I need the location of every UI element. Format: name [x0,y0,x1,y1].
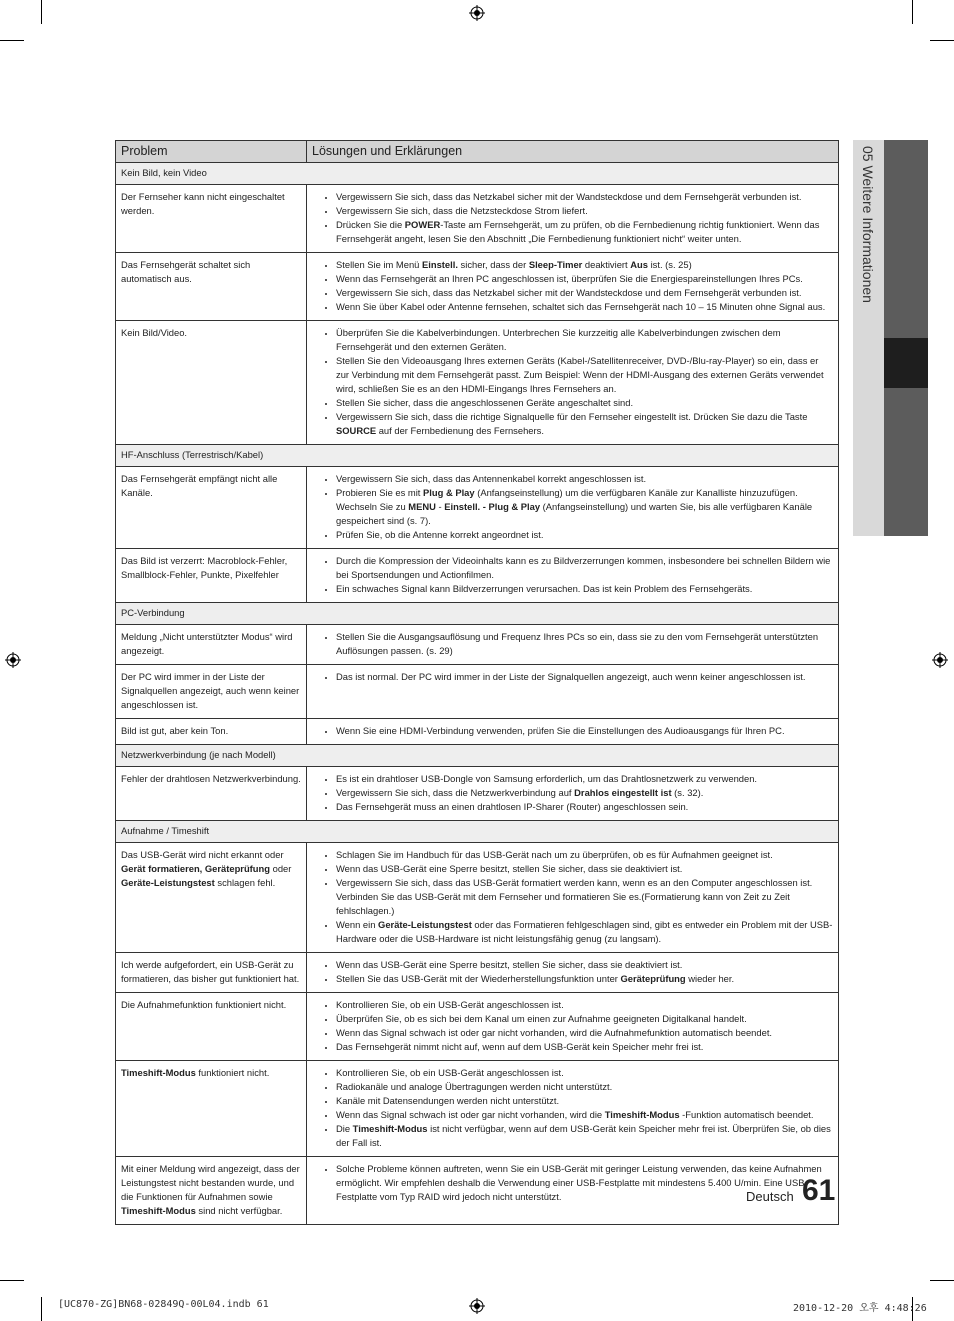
text-run: deaktiviert [582,259,631,270]
table-row [116,625,839,665]
text-run: Kontrollieren Sie, ob ein USB-Gerät angeschlossen ist. [336,999,564,1010]
section-row [116,745,839,767]
text-run: Kanäle mit Datensendungen werden nicht unterstützt. [336,1095,560,1106]
page-number: 61 [802,1174,836,1207]
text-run: Stellen Sie sicher, dass die angeschlossenen Geräte angeschaltet sind. [336,397,634,408]
text-run: Überprüfen Sie, ob es sich bei dem Kanal um einen zur Aufnahme geeigneten Digitalkanal handelt. [336,1013,747,1024]
text-run: Mit einer Meldung wird angezeigt, dass der Leistungstest nicht bestanden wurde, und die Funktionen für Aufnahmen sowie [121,1163,300,1202]
solution-list [315,724,833,738]
solution-cell [307,843,839,953]
table-row [116,953,839,993]
solution-list [315,772,833,814]
registration-mark-icon [932,652,948,668]
text-run: Vergewissern Sie sich, dass die Netzsteckdose Strom liefert. [336,205,588,216]
text-run: Es ist ein drahtloser USB-Dongle von Samsung erforderlich, um das Drahtlosnetzwerk zu verwenden. [336,773,758,784]
text-run: Der PC wird immer in der Liste der Signalquellen angezeigt, auch wenn keiner angeschlossen ist. [121,671,300,710]
table-row [116,665,839,719]
text-run: Bild ist gut, aber kein Ton. [121,725,229,736]
solution-list [315,258,833,314]
bold-term: Plug & Play [423,487,475,498]
troubleshooting-table [115,140,839,1225]
text-run: Vergewissern Sie sich, dass das Netzkabel sicher mit der Wandsteckdose und dem Fernsehgerät verbunden ist. [336,287,802,298]
chapter-tab [884,140,928,338]
text-run: Wenn das Fernsehgerät an Ihren PC angeschlossen ist, überprüfen Sie die Energiespareinstellungen Ihres PCs. [336,273,803,284]
solution-list [315,998,833,1054]
text-run: Vergewissern Sie sich, dass die richtige Signalquelle für den Fernseher eingestellt ist. Drücken Sie dazu die Taste [336,411,808,422]
solution-cell [307,665,839,719]
list-item [336,772,833,786]
section-row [116,821,839,843]
crop-mark [930,1280,954,1281]
solution-cell [307,1061,839,1157]
list-item [336,998,833,1012]
table-row [116,719,839,745]
list-item [336,918,833,946]
table-body [116,163,839,1225]
text-run: auf der Fernbedienung des Fernsehers. [376,425,544,436]
problem-cell [116,549,307,603]
solution-cell [307,767,839,821]
bold-term: Timeshift-Modus [352,1123,428,1134]
text-run: Vergewissern Sie sich, dass das Antennenkabel korrekt angeschlossen ist. [336,473,647,484]
list-item [336,326,833,354]
list-item [336,286,833,300]
list-item [336,862,833,876]
section-title: PC-Verbindung [116,603,839,625]
problem-cell [116,719,307,745]
text-run: Stellen Sie die Ausgangsauflösung und Frequenz Ihres PCs so ein, dass sie zu den vom Fernsehgerät unterstützten Auflösungen passen. (s. 29) [336,631,819,656]
solution-list [315,1066,833,1150]
section-row [116,603,839,625]
problem-cell [116,185,307,253]
problem-cell [116,467,307,549]
bold-term: Gerät formatieren, Geräteprüfung [121,863,270,874]
solution-list [315,848,833,946]
bold-term: Timeshift-Modus [604,1109,680,1120]
problem-cell [116,993,307,1061]
text-run: Das ist normal. Der PC wird immer in der Liste der Signalquellen angezeigt, auch wenn keiner angeschlossen ist. [336,671,806,682]
solution-list [315,554,833,596]
text-run: Das Fernsehgerät empfängt nicht alle Kanäle. [121,473,278,498]
solution-list [315,326,833,438]
list-item [336,396,833,410]
list-item [336,354,833,396]
solution-cell [307,321,839,445]
list-item [336,1012,833,1026]
list-item [336,972,833,986]
list-item [336,670,833,684]
text-run: Stellen Sie im Menü [336,259,422,270]
text-run: Vergewissern Sie sich, dass das USB-Gerät formatiert werden kann, wenn es an den Computer angeschlossen ist. Verbinden Sie das USB-Gerät mit dem Fernseher und formatieren Sie es.(Formatierung kann von Zeit zu Zeit fehlschlagen.) [336,877,813,916]
bold-term: MENU [408,501,436,512]
problem-cell [116,843,307,953]
text-run: - [435,501,445,512]
text-run: Fehler der drahtlosen Netzwerkverbindung. [121,773,301,784]
list-item [336,300,833,314]
list-item [336,204,833,218]
section-title: HF-Anschluss (Terrestrisch/Kabel) [116,445,839,467]
text-run: Das Bild ist verzerrt: Macroblock-Fehler, Smallblock-Fehler, Punkte, Pixelfehler [121,555,288,580]
text-run: Prüfen Sie, ob die Antenne korrekt angeordnet ist. [336,529,544,540]
solution-cell [307,185,839,253]
list-item [336,848,833,862]
text-run: Das Fernsehgerät nimmt nicht auf, wenn auf dem USB-Gerät kein Speicher mehr frei ist. [336,1041,704,1052]
crop-mark [930,40,954,41]
list-item [336,218,833,246]
registration-mark-icon [5,652,21,668]
list-item [336,1080,833,1094]
solution-cell [307,719,839,745]
problem-cell [116,321,307,445]
text-run: Stellen Sie den Videoausgang Ihres externen Geräts (Kabel-/Satellitenreceiver, DVD-/Blu-ray-Player) so ein, dass er zur Verbindung mit dem Fernsehgerät passt. Zum Beispiel: Wenn der HDMI-Ausgang des externen Geräts verwendet wird, schließen Sie es an den HDMI-Eingangs Ihres Fernsehers an. [336,355,824,394]
solution-list [315,190,833,246]
crop-mark [0,1280,24,1281]
bold-term: Geräteprüfung [620,973,686,984]
list-item [336,190,833,204]
bold-term: Einstell. - Plug & Play [444,501,541,512]
list-item [336,410,833,438]
text-run: Solche Probleme können auftreten, wenn Sie ein USB-Gerät mit geringer Leistung verwenden, das keine Aufnahmen ermöglicht. Wir empfehlen deshalb die Verwendung einer USB-Festplatte mit mindestens 5.400 U/min. Eine USB-Festplatte vom Typ RAID wird jedoch nicht unterstützt. [336,1163,822,1202]
text-run: funktioniert nicht. [195,1067,270,1078]
solution-cell [307,993,839,1061]
bold-term: Timeshift-Modus [121,1205,196,1216]
text-run: sind nicht verfügbar. [195,1205,283,1216]
text-run: Kein Bild/Video. [121,327,188,338]
table-row [116,253,839,321]
crop-mark [0,40,24,41]
list-item [336,1094,833,1108]
bold-term: Geräte-Leistungstest [121,877,215,888]
bold-term: Aus [630,259,648,270]
text-run: oder [270,863,292,874]
text-run: Meldung „Nicht unterstützter Modus“ wird angezeigt. [121,631,293,656]
list-item [336,528,833,542]
text-run: Stellen Sie das USB-Gerät mit der Wiederherstellungsfunktion unter [336,973,621,984]
bold-term: Sleep-Timer [528,259,583,270]
text-run: ist. (s. 25) [647,259,692,270]
text-run: Die Aufnahmefunktion funktioniert nicht. [121,999,287,1010]
text-run: Der Fernseher kann nicht eingeschaltet werden. [121,191,285,216]
text-run: Radiokanäle und analoge Übertragungen werden nicht unterstützt. [336,1081,613,1092]
table-row [116,321,839,445]
text-run: Die [336,1123,353,1134]
solution-list [315,670,833,684]
list-item [336,272,833,286]
solution-cell [307,625,839,665]
list-item [336,958,833,972]
problem-cell [116,1061,307,1157]
text-run: Durch die Kompression der Videoinhalts kann es zu Bildverzerrungen kommen, insbesondere bei schnellen Bildern wie bei Sportsendungen und Actionfilmen. [336,555,831,580]
registration-mark-icon [469,1298,485,1314]
text-run: Wenn das Signal schwach ist oder gar nicht vorhanden, wird die [336,1109,605,1120]
text-run: (s. 32). [671,787,704,798]
problem-cell [116,625,307,665]
section-row [116,445,839,467]
list-item [336,582,833,596]
list-item [336,800,833,814]
header-problem: Problem [116,141,307,163]
table-row [116,1157,839,1225]
list-item [336,1040,833,1054]
list-item [336,1066,833,1080]
text-run: Wenn Sie über Kabel oder Antenne fernsehen, schaltet sich das Fernsehgerät nach 10 – 15 Minuten ohne Signal aus. [336,301,826,312]
text-run: Wenn ein [336,919,379,930]
text-run: wieder her. [685,973,735,984]
list-item [336,724,833,738]
problem-cell [116,665,307,719]
crop-mark [41,0,42,24]
text-run: Schlagen Sie im Handbuch für das USB-Gerät nach um zu überprüfen, ob es für Aufnahmen geeignet ist. [336,849,773,860]
problem-cell [116,953,307,993]
bold-term: Geräte-Leistungstest [378,919,472,930]
text-run: Vergewissern Sie sich, dass das Netzkabel sicher mit der Wandsteckdose und dem Fernsehgerät verbunden ist. [336,191,802,202]
text-run: Wenn das USB-Gerät eine Sperre besitzt, stellen Sie sicher, dass sie deaktiviert ist. [336,863,683,874]
footer-language: Deutsch [746,1189,794,1204]
text-run: Das USB-Gerät wird nicht erkannt oder [121,849,284,860]
text-run: Drücken Sie die [336,219,405,230]
list-item [336,786,833,800]
chapter-tab-active [884,338,928,388]
section-row [116,163,839,185]
solution-list [315,630,833,658]
chapter-label: 05 Weitere Informationen [860,146,876,303]
text-run: -Funktion automatisch beendet. [679,1109,814,1120]
text-run: Das Fernsehgerät muss an einen drahtlosen IP-Sharer (Router) angeschlossen sein. [336,801,689,812]
list-item [336,472,833,486]
text-run: Vergewissern Sie sich, dass die Netzwerkverbindung auf [336,787,575,798]
problem-cell [116,767,307,821]
text-run: Wenn Sie eine HDMI-Verbindung verwenden, prüfen Sie die Einstellungen des Audioausgangs für Ihren PC. [336,725,785,736]
solution-cell [307,953,839,993]
text-run: ist nicht verfügbar, wenn auf dem USB-Gerät kein Speicher mehr frei ist. Überprüfen Sie, ob dies der Fall ist. [336,1123,831,1148]
list-item [336,486,833,528]
bold-term: SOURCE [336,425,377,436]
bold-term: Einstell. [421,259,458,270]
text-run: schlagen fehl. [214,877,276,888]
solution-cell [307,549,839,603]
table-row [116,993,839,1061]
section-title: Aufnahme / Timeshift [116,821,839,843]
problem-cell [116,1157,307,1225]
bold-term: Drahlos eingestellt ist [574,787,672,798]
text-run: Wenn das USB-Gerät eine Sperre besitzt, stellen Sie sicher, dass sie deaktiviert ist. [336,959,683,970]
text-run: Probieren Sie es mit [336,487,424,498]
solution-cell [307,253,839,321]
text-run: Ein schwaches Signal kann Bildverzerrungen verursachen. Das ist kein Problem des Fernsehgeräts. [336,583,753,594]
solution-list [315,958,833,986]
crop-mark [41,1297,42,1321]
chapter-tab [884,388,928,536]
text-run: Das Fernsehgerät schaltet sich automatisch aus. [121,259,251,284]
bold-term: POWER [404,219,441,230]
list-item [336,630,833,658]
table-row [116,549,839,603]
table-header-row [116,141,839,163]
table-row [116,185,839,253]
text-run: sicher, dass der [457,259,529,270]
list-item [336,554,833,582]
registration-mark-icon [469,5,485,21]
text-run: (Anfangseinstellung) um die verfügbaren Kanäle zur Kanalliste hinzuzufügen. Wechseln Sie zu [336,487,798,512]
text-run: Kontrollieren Sie, ob ein USB-Gerät angeschlossen ist. [336,1067,564,1078]
list-item [336,1026,833,1040]
text-run: (Anfangseinstellung) und warten Sie, bis alle verfügbaren Kanäle gespeichert sind (s. 7). [336,501,813,526]
table-row [116,843,839,953]
solution-list [315,472,833,542]
text-run: Überprüfen Sie die Kabelverbindungen. Unterbrechen Sie kurzzeitig alle Kabelverbindungen zwischen dem Fernsehgerät und den externen Geräten. [336,327,781,352]
table-row [116,1061,839,1157]
list-item [336,258,833,272]
table-row [116,767,839,821]
text-run: -Taste am Fernsehgerät, um zu prüfen, ob die Fernbedienung richtig funktioniert. Wenn das Fernsehgerät angeht, lesen Sie den Abschnitt „Die Fernbedienung funktioniert nicht“ weiter unten. [336,219,820,244]
solution-cell [307,467,839,549]
list-item [336,876,833,918]
table-row [116,467,839,549]
problem-cell [116,253,307,321]
imprint-file: [UC870-ZG]BN68-02849Q-00L04.indb 61 [58,1299,269,1310]
text-run: oder das Formatieren fehlgeschlagen sind, gibt es entweder ein Problem mit der USB-Hardware oder die USB-Hardware ist nicht leistungsfähig genug (zu langsam). [336,919,833,944]
list-item [336,1108,833,1122]
list-item [336,1122,833,1150]
header-solution: Lösungen und Erklärungen [307,141,839,163]
bold-term: Timeshift-Modus [121,1067,196,1078]
text-run: Wenn das Signal schwach ist oder gar nicht vorhanden, wird die Aufnahmefunktion automatisch beendet. [336,1027,773,1038]
section-title: Netzwerkverbindung (je nach Modell) [116,745,839,767]
crop-mark [912,0,913,24]
text-run: Ich werde aufgefordert, ein USB-Gerät zu formatieren, das bisher gut funktioniert hat. [121,959,300,984]
imprint-datetime: 2010-12-20 오후 4:48:26 [793,1303,927,1314]
section-title: Kein Bild, kein Video [116,163,839,185]
